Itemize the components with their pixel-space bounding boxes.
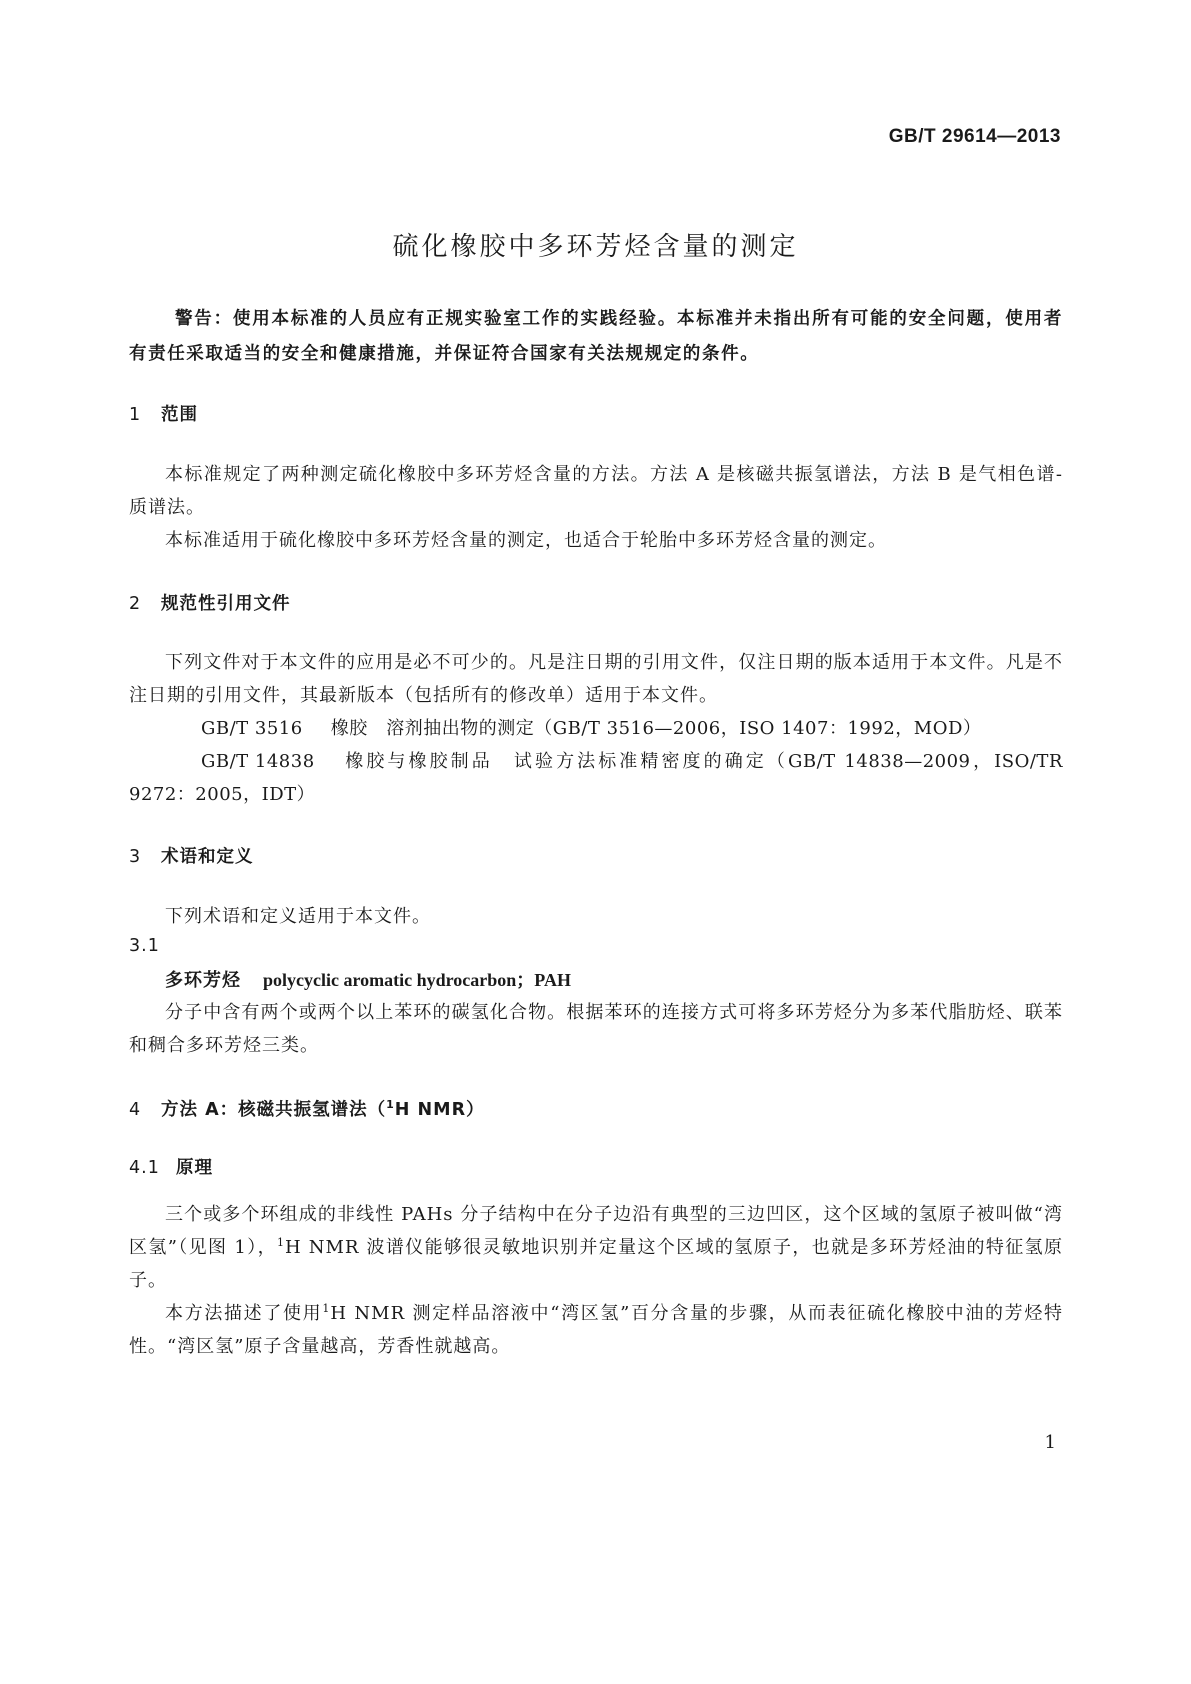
- section-2-heading: [129, 590, 291, 615]
- term-definition: 分子中含有两个或两个以上苯环的碳氢化合物。根据苯环的连接方式可将多环芳烃分为多苯代脂肪烃、联苯和稠合多环芳烃三类。: [129, 1002, 1063, 1056]
- reference-code: GB/T 3516: [201, 718, 303, 739]
- term-chinese: 多环芳烃: [165, 970, 241, 991]
- section-3-intro: [129, 900, 1063, 933]
- section-1-heading: [129, 401, 198, 426]
- section-title: 规范性引用文件: [161, 594, 291, 614]
- section-number: 2: [129, 594, 142, 614]
- term-line: [165, 966, 571, 992]
- section-1-body: [129, 458, 1063, 557]
- reference-title: 橡胶 溶剂抽出物的测定（GB/T 3516—2006，ISO 1407：1992，MOD）: [330, 718, 982, 739]
- paragraph: 下列术语和定义适用于本文件。: [165, 906, 431, 927]
- section-number: 3: [129, 847, 142, 867]
- section-title-pre: 方法 A：核磁共振氢谱法（: [161, 1100, 387, 1120]
- reference-code: GB/T 14838: [201, 751, 315, 772]
- section-2-body: [129, 646, 1063, 811]
- term-english: polycyclic aromatic hydrocarbon；PAH: [263, 970, 571, 990]
- paragraph: [129, 1198, 1063, 1297]
- standard-code: GB/T 29614—2013: [888, 126, 1061, 147]
- paragraph: 下列文件对于本文件的应用是必不可少的。凡是注日期的引用文件，仅注日期的版本适用于本文件。凡是不注日期的引用文件，其最新版本（包括所有的修改单）适用于本文件。: [129, 652, 1063, 706]
- paragraph: 本标准适用于硫化橡胶中多环芳烃含量的测定，也适合于轮胎中多环芳烃含量的测定。: [165, 530, 887, 551]
- section-title: 术语和定义: [161, 847, 254, 867]
- subsection-4-1-heading: [129, 1154, 213, 1179]
- reference-item: [129, 745, 1063, 811]
- term-definition-block: [129, 996, 1063, 1062]
- document-title: 硫化橡胶中多环芳烃含量的测定: [392, 232, 799, 262]
- page-number: 1: [1044, 1432, 1056, 1453]
- section-title: 范围: [161, 405, 198, 425]
- reference-title: 橡胶与橡胶制品 试验方法标准精密度的确定（GB/T 14838—2009，ISO/TR 9272：2005，IDT）: [129, 751, 1063, 805]
- section-4-body: [129, 1198, 1063, 1363]
- term-number: 3.1: [129, 936, 160, 956]
- reference-item: [129, 712, 1063, 745]
- text-run: 三个或多个环组成的非线性 PAHs 分子结构中在分子边沿有典型的三边凹区，这个区域的氢原子被叫做“湾区氢”（见图 1），: [129, 1204, 1063, 1258]
- text-run: H NMR 测定样品溶液中“湾区氢”百分含量的步骤，从而表征硫化橡胶中油的芳烃特性。“湾区氢”原子含量越高，芳香性就越高。: [129, 1303, 1063, 1357]
- section-number: 1: [129, 405, 142, 425]
- text-run: H NMR 波谱仪能够很灵敏地识别并定量这个区域的氢原子，也就是多环芳烃油的特征氢原子。: [129, 1237, 1063, 1291]
- superscript: 1: [322, 1302, 331, 1315]
- text-run: 本方法描述了使用: [165, 1303, 323, 1324]
- section-title-post: H NMR）: [394, 1100, 485, 1120]
- subsection-number: 4.1: [129, 1158, 160, 1178]
- superscript: 1: [386, 1098, 395, 1112]
- warning-text: 警告：使用本标准的人员应有正规实验室工作的实践经验。本标准并未指出所有可能的安全问题，使用者有责任采取适当的安全和健康措施，并保证符合国家有关法规规定的条件。: [129, 309, 1063, 364]
- subsection-title: 原理: [176, 1158, 213, 1178]
- section-3-heading: [129, 843, 254, 868]
- warning-block: [129, 302, 1063, 372]
- section-number: 4: [129, 1100, 142, 1120]
- superscript: 1: [276, 1236, 285, 1249]
- section-4-heading: [129, 1096, 485, 1121]
- paragraph: [129, 1297, 1063, 1363]
- paragraph: 本标准规定了两种测定硫化橡胶中多环芳烃含量的方法。方法 A 是核磁共振氢谱法，方法 B 是气相色谱-质谱法。: [129, 464, 1063, 518]
